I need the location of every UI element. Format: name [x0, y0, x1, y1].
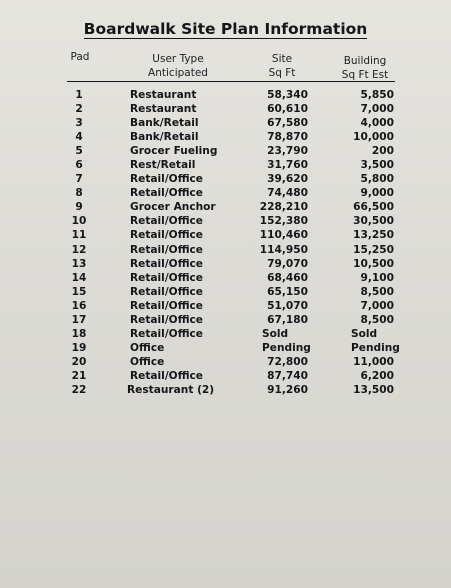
user-type-header-line1: User Type [152, 53, 204, 65]
user-type-cell: Retail/Office [130, 369, 203, 382]
building-sqft-cell: 4,000 [360, 117, 394, 130]
column-header-pad: Pad [70, 51, 90, 63]
document-title [0, 19, 451, 39]
table-row [0, 369, 451, 383]
site-sqft-cell: 23,790 [267, 145, 308, 158]
pad-cell: 1 [75, 89, 83, 101]
pad-cell: 13 [71, 257, 87, 270]
site-sqft-cell: 58,340 [267, 89, 308, 101]
column-header-building [336, 55, 394, 82]
user-type-cell: Bank/Retail [130, 117, 199, 130]
site-sqft-cell: 67,580 [267, 117, 308, 130]
pad-cell: 11 [71, 229, 87, 242]
building-sqft-cell: 30,500 [353, 215, 394, 228]
table-row [0, 383, 451, 397]
user-type-cell: Retail/Office [130, 313, 203, 326]
site-sqft-cell: 110,460 [259, 229, 308, 242]
table-row [0, 88, 451, 102]
header-rule [67, 81, 395, 82]
site-sqft-cell: 60,610 [267, 103, 308, 116]
user-type-cell: Retail/Office [130, 271, 203, 284]
table-row [0, 186, 451, 200]
site-sqft-cell: 67,180 [267, 313, 308, 326]
user-type-cell: Retail/Office [130, 215, 203, 228]
building-sqft-cell: Sold [351, 327, 378, 340]
pad-cell: 12 [71, 243, 87, 256]
table-row [0, 271, 451, 285]
table-row [0, 243, 451, 257]
user-type-cell: Retail/Office [130, 285, 203, 298]
user-type-cell: Retail/Office [130, 327, 203, 340]
building-sqft-cell: 8,500 [360, 313, 394, 326]
pad-cell: 17 [71, 313, 87, 326]
building-sqft-cell: 5,850 [360, 89, 394, 101]
table-row [0, 285, 451, 299]
pad-cell: 8 [75, 187, 83, 200]
site-sqft-cell: 87,740 [267, 369, 308, 382]
pad-cell: 7 [75, 173, 83, 186]
building-sqft-cell: 13,250 [353, 229, 394, 242]
table-row [0, 144, 451, 158]
user-type-header-line2: Anticipated [148, 66, 208, 79]
site-sqft-cell: Pending [262, 341, 311, 354]
table-row [0, 355, 451, 369]
pad-cell: 9 [75, 201, 83, 214]
user-type-cell: Rest/Retail [130, 159, 196, 172]
site-sqft-cell: 39,620 [267, 173, 308, 186]
table-row [0, 200, 451, 214]
site-sqft-cell: 152,380 [259, 215, 308, 228]
user-type-cell: Retail/Office [130, 187, 203, 200]
user-type-cell: Retail/Office [130, 257, 203, 270]
building-sqft-cell: 15,250 [353, 243, 394, 256]
table-row [0, 130, 451, 144]
site-sqft-cell: 68,460 [267, 271, 308, 284]
table-row [0, 299, 451, 313]
building-sqft-cell: 200 [371, 145, 394, 158]
pad-cell: 20 [71, 355, 87, 368]
table-row [0, 327, 451, 341]
pad-cell: 6 [75, 159, 83, 172]
pad-cell: 18 [71, 327, 87, 340]
column-header-site [253, 53, 311, 80]
user-type-cell: Office [130, 341, 165, 354]
building-sqft-cell: 10,000 [353, 131, 394, 144]
pad-cell: 22 [71, 383, 87, 396]
title-text: Boardwalk Site Plan Information [83, 20, 368, 38]
site-sqft-cell: 114,950 [259, 243, 308, 256]
building-sqft-cell: 9,000 [360, 187, 394, 200]
table-row [0, 228, 451, 242]
site-sqft-cell: 79,070 [267, 257, 308, 270]
pad-cell: 3 [75, 117, 83, 130]
site-sqft-cell: 91,260 [267, 383, 308, 396]
building-sqft-cell: 9,100 [360, 271, 394, 284]
pad-cell: 15 [71, 285, 87, 298]
building-sqft-cell: 3,500 [360, 159, 394, 172]
table-row [0, 257, 451, 271]
user-type-cell: Retail/Office [130, 173, 203, 186]
building-sqft-cell: 5,800 [360, 173, 394, 186]
building-header-line2: Sq Ft Est [341, 68, 389, 81]
user-type-cell: Grocer Fueling [130, 145, 218, 158]
user-type-cell: Retail/Office [130, 229, 203, 242]
pad-cell: 10 [71, 215, 87, 228]
pad-cell: 2 [75, 103, 83, 116]
table-row [0, 341, 451, 355]
site-sqft-cell: 65,150 [267, 285, 308, 298]
building-header-line1: Building [343, 55, 387, 67]
site-sqft-cell: 31,760 [267, 159, 308, 172]
table-row [0, 313, 451, 327]
building-sqft-cell: 66,500 [353, 201, 394, 214]
user-type-cell: Retail/Office [130, 299, 203, 312]
table-row [0, 172, 451, 186]
building-sqft-cell: 8,500 [360, 285, 394, 298]
site-sqft-cell: Sold [262, 327, 289, 340]
building-sqft-cell: 11,000 [353, 355, 394, 368]
site-sqft-cell: 228,210 [259, 201, 308, 214]
user-type-cell: Office [130, 355, 165, 368]
site-sqft-cell: 78,870 [267, 131, 308, 144]
building-sqft-cell: 6,200 [360, 369, 394, 382]
table-row [0, 102, 451, 116]
building-sqft-cell: Pending [351, 341, 400, 354]
column-header-user-type [130, 53, 226, 80]
site-header-line1: Site [271, 53, 293, 65]
user-type-cell: Restaurant [130, 89, 197, 101]
building-sqft-cell: 10,500 [353, 257, 394, 270]
site-sqft-cell: 74,480 [267, 187, 308, 200]
building-sqft-cell: 7,000 [360, 299, 394, 312]
table-row [0, 116, 451, 130]
pad-cell: 21 [71, 369, 87, 382]
table-row [0, 158, 451, 172]
table-row [0, 214, 451, 228]
user-type-cell: Restaurant [130, 103, 197, 116]
site-sqft-cell: 51,070 [267, 299, 308, 312]
pad-cell: 16 [71, 299, 87, 312]
pad-cell: 4 [75, 131, 83, 144]
building-sqft-cell: 7,000 [360, 103, 394, 116]
building-sqft-cell: 13,500 [353, 383, 394, 396]
site-plan-table [0, 88, 451, 397]
user-type-cell: Retail/Office [130, 243, 203, 256]
user-type-cell: Grocer Anchor [130, 201, 216, 214]
pad-cell: 5 [75, 145, 83, 158]
site-sqft-cell: 72,800 [267, 355, 308, 368]
pad-cell: 19 [71, 341, 87, 354]
pad-cell: 14 [71, 271, 87, 284]
site-header-line2: Sq Ft [268, 66, 296, 79]
user-type-cell: Bank/Retail [130, 131, 199, 144]
user-type-cell: Restaurant (2) [127, 383, 215, 396]
